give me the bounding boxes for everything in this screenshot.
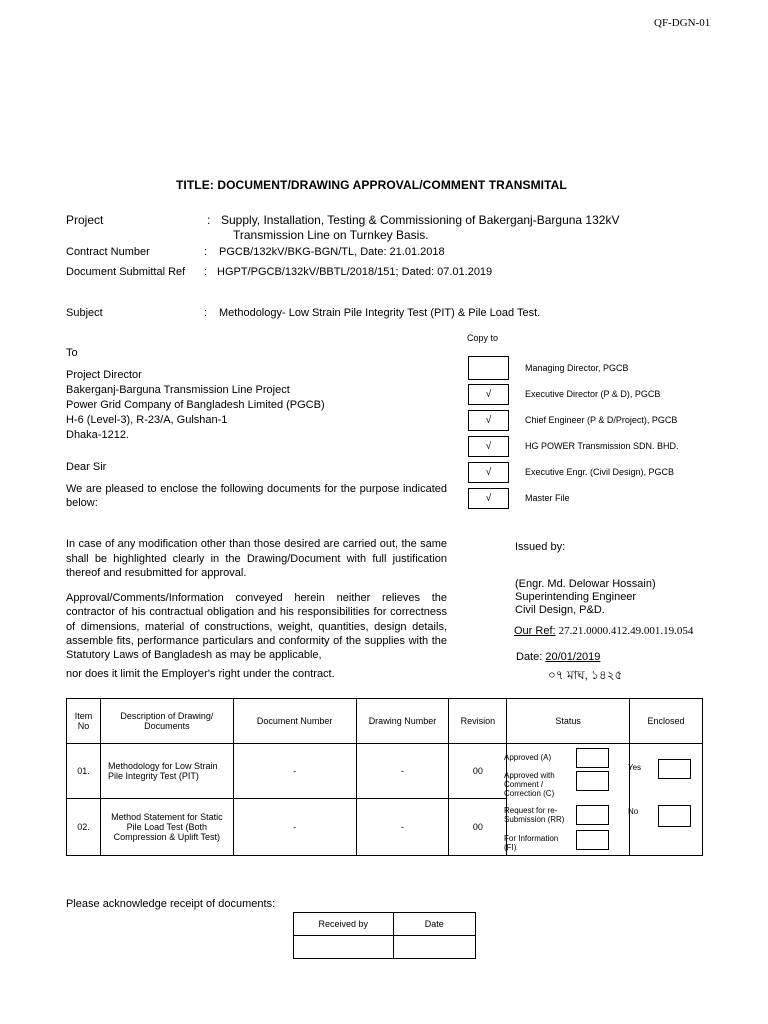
status-approved-comment-label: Approved with Comment / Correction (C) — [504, 771, 555, 798]
bangla-date: ০৭ মাঘ, ১৪২৫ — [548, 668, 623, 682]
issuer-office: Civil Design, P&D. — [515, 604, 605, 616]
issue-date-label: Date: — [516, 651, 543, 663]
issue-date-value: 20/01/2019 — [545, 651, 601, 663]
enclosed-no-checkbox[interactable] — [658, 805, 691, 827]
issuer-designation: Superintending Engineer — [515, 591, 637, 603]
copy-to-check-5[interactable]: √ — [468, 488, 509, 509]
address-line: Bakerganj-Barguna Transmission Line Project — [66, 384, 290, 396]
acknowledge-text: Please acknowledge receipt of documents: — [66, 898, 276, 910]
row-description: Methodology for Low Strain Pile Integrity Test (PIT) — [100, 744, 233, 799]
status-resubmission-label: Request for re-Submission (RR) — [504, 806, 565, 824]
to-label: To — [66, 347, 78, 359]
status-approved-label: Approved (A) — [504, 753, 552, 762]
header-revision: Revision — [449, 699, 507, 744]
project-label: Project — [66, 213, 104, 227]
issued-by-label: Issued by: — [515, 541, 566, 553]
our-ref — [514, 625, 693, 637]
salutation: Dear Sir — [66, 461, 107, 473]
copy-to-label-3: HG POWER Transmission SDN. BHD. — [525, 441, 679, 451]
project-colon: : — [207, 213, 211, 227]
header-enclosed: Enclosed — [630, 699, 703, 744]
submittal-colon: : — [204, 266, 208, 278]
issue-date — [516, 651, 600, 663]
table-header-row — [67, 699, 703, 744]
status-information-checkbox[interactable] — [576, 830, 609, 850]
status-approved-comment-checkbox[interactable] — [576, 771, 609, 791]
copy-to-check-1[interactable]: √ — [468, 384, 509, 405]
address-line: Project Director — [66, 369, 142, 381]
ack-date-header: Date — [393, 913, 476, 936]
copy-to-label-0: Managing Director, PGCB — [525, 363, 629, 373]
status-approved-checkbox[interactable] — [576, 748, 609, 768]
copy-to-check-0[interactable] — [468, 356, 509, 380]
header-status: Status — [507, 699, 630, 744]
row-item-no: 01. — [67, 744, 101, 799]
project-line2: Transmission Line on Turnkey Basis. — [233, 228, 429, 242]
subject-label: Subject — [66, 307, 103, 319]
submittal-value: HGPT/PGCB/132kV/BBTL/2018/151; Dated: 07.01.2019 — [217, 266, 493, 278]
submittal-label: Document Submittal Ref — [66, 266, 186, 278]
issuer-block — [515, 578, 656, 617]
address-block — [66, 368, 325, 443]
address-line: Dhaka-1212. — [66, 429, 129, 441]
form-code: QF-DGN-01 — [654, 17, 711, 29]
status-resubmission-checkbox[interactable] — [576, 805, 609, 825]
subject-value: Methodology- Low Strain Pile Integrity Test (PIT) & Pile Load Test. — [219, 307, 541, 319]
received-by-field[interactable] — [294, 936, 394, 959]
issuer-name: (Engr. Md. Delowar Hossain) — [515, 578, 656, 590]
row-revision: 00 — [449, 744, 507, 799]
header-drawing-number: Drawing Number — [356, 699, 449, 744]
contract-label: Contract Number — [66, 246, 150, 258]
copy-to-check-4[interactable]: √ — [468, 462, 509, 483]
header-description: Description of Drawing/ Documents — [100, 699, 233, 744]
ack-date-field[interactable] — [393, 936, 476, 959]
row-item-no: 02. — [67, 799, 101, 856]
our-ref-value: 27.21.0000.412.49.001.19.054 — [558, 625, 694, 637]
row-document-number: - — [233, 799, 356, 856]
page-title: TITLE: DOCUMENT/DRAWING APPROVAL/COMMENT TRANSMITAL — [176, 178, 567, 192]
copy-to-label-5: Master File — [525, 493, 570, 503]
row-drawing-number: - — [356, 744, 449, 799]
intro-paragraph: We are pleased to enclose the following documents for the purpose indicated below: — [66, 483, 447, 509]
contract-colon: : — [204, 246, 208, 258]
header-document-number: Document Number — [233, 699, 356, 744]
subject-colon: : — [204, 307, 208, 319]
row-drawing-number: - — [356, 799, 449, 856]
copy-to-heading: Copy to — [467, 333, 499, 343]
enclosed-yes-checkbox[interactable] — [658, 759, 691, 779]
header-item-no: Item No — [67, 699, 101, 744]
copy-to-check-2[interactable]: √ — [468, 410, 509, 431]
row-description: Method Statement for Static Pile Load Test (Both Compression & Uplift Test) — [100, 799, 233, 856]
enclosed-yes-label: Yes — [628, 763, 642, 772]
our-ref-label: Our Ref: — [514, 625, 556, 637]
row-revision: 00 — [449, 799, 507, 856]
row-document-number: - — [233, 744, 356, 799]
approval-paragraph-end: nor does it limit the Employer's right under the contract. — [66, 668, 335, 680]
address-line: H-6 (Level-3), R-23/A, Gulshan-1 — [66, 414, 228, 426]
received-by-header: Received by — [294, 913, 394, 936]
copy-to-label-4: Executive Engr. (Civil Design), PGCB — [525, 467, 675, 477]
approval-paragraph: Approval/Comments/Information conveyed herein neither relieves the contractor of his contractual obligation and his responsibilities for correctness of dimensions, material of constructions, weight, quantities, design details, assemble fits, performance particulars and conformity of the supplies with the Statutory Laws of Bangladesh as may be applicable, — [66, 592, 447, 662]
copy-to-label-2: Chief Engineer (P & D/Project), PGCB — [525, 415, 678, 425]
modification-paragraph: In case of any modification other than those desired are carried out, the same shall be highlighted clearly in the Drawing/Document with full justification thereof and resubmitted for approval. — [66, 538, 447, 579]
address-line: Power Grid Company of Bangladesh Limited (PGCB) — [66, 399, 325, 411]
contract-value: PGCB/132kV/BKG-BGN/TL, Date: 21.01.2018 — [219, 246, 445, 258]
copy-to-check-3[interactable]: √ — [468, 436, 509, 457]
copy-to-label-1: Executive Director (P & D), PGCB — [525, 389, 661, 399]
project-line1: Supply, Installation, Testing & Commissioning of Bakerganj-Barguna 132kV — [221, 213, 620, 227]
status-information-label: For Information (FI) — [504, 834, 559, 852]
acknowledge-table — [293, 912, 476, 959]
enclosed-no-label: No — [628, 807, 639, 816]
